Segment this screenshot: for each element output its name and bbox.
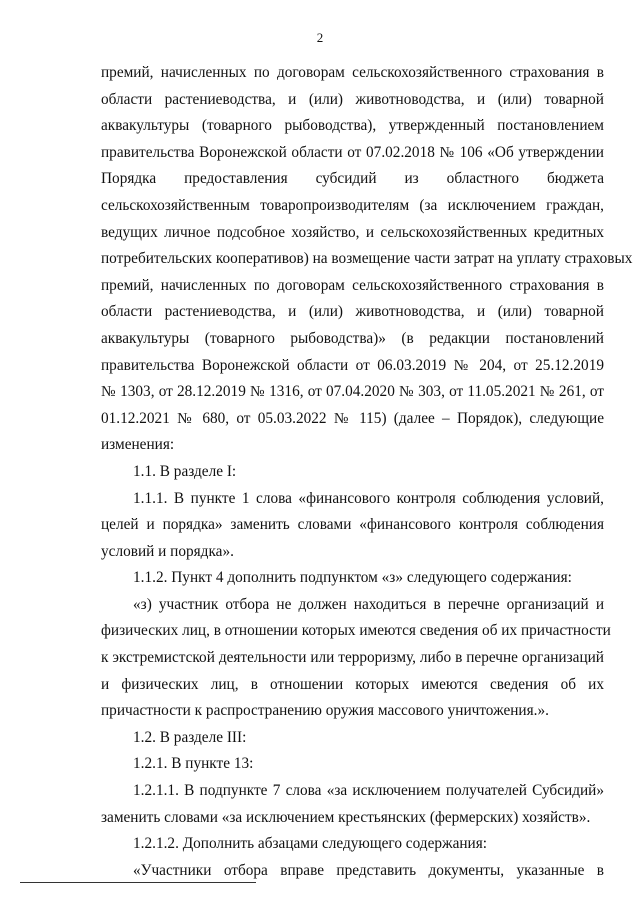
text-line: условий и порядка».	[101, 542, 234, 560]
text-line: аквакультуры (товарного рыбоводства), утвержденный постановлением	[101, 117, 604, 135]
text-line: области растениеводства, и (или) животноводства, и (или) товарной	[101, 303, 604, 321]
text-line: 1.2.1.1. В подпункте 7 слова «за исключением получателей Субсидий»	[133, 782, 604, 800]
section-heading: 1.1. В разделе I:	[133, 462, 237, 480]
text-line: области растениеводства, и (или) животноводства, и (или) товарной	[101, 90, 604, 108]
text-line: «з) участник отбора не должен находиться в перечне организаций и	[133, 595, 604, 613]
text-line: № 1303, от 28.12.2019 № 1316, от 07.04.2020 № 303, от 11.05.2021 № 261, от	[101, 383, 604, 401]
text-line: правительства Воронежской области от 06.03.2019 № 204, от 25.12.2019	[101, 356, 604, 374]
text-line: ведущих личное подсобное хозяйство, и сельскохозяйственных кредитных	[101, 223, 604, 241]
text-line: заменить словами «за исключением крестьянских (фермерских) хозяйств».	[101, 808, 591, 826]
text-line: 01.12.2021 № 680, от 05.03.2022 № 115) (далее – Порядок), следующие	[101, 409, 604, 427]
text-line: причастности к распространению оружия массового уничтожения.».	[101, 702, 549, 720]
text-line: потребительских кооперативов) на возмещение части затрат на уплату страховых	[101, 250, 633, 268]
text-line: изменения:	[101, 436, 175, 454]
footnote-divider	[20, 882, 256, 883]
text-line: аквакультуры (товарного рыбоводства)» (в редакции постановлений	[101, 329, 604, 347]
text-line: 1.1.1. В пункте 1 слова «финансового контроля соблюдения условий,	[133, 489, 604, 507]
text-line: к экстремистской деятельности или терроризму, либо в перечне организаций	[101, 649, 604, 667]
document-body	[101, 60, 633, 884]
page-number: 2	[316, 30, 324, 45]
text-line: 1.2.1. В пункте 13:	[133, 755, 254, 773]
text-line: «Участники отбора вправе представить документы, указанные в	[133, 861, 604, 879]
text-line: премий, начисленных по договорам сельскохозяйственного страхования в	[101, 276, 604, 294]
text-line: целей и порядка» заменить словами «финансового контроля соблюдения	[101, 516, 604, 534]
text-line: и физических лиц, в отношении которых имеются сведения об их	[101, 675, 604, 693]
text-line: правительства Воронежской области от 07.02.2018 № 106 «Об утверждении	[101, 143, 604, 161]
text-line: 1.1.2. Пункт 4 дополнить подпунктом «з» следующего содержания:	[133, 569, 572, 587]
text-line: сельскохозяйственным товаропроизводителям (за исключением граждан,	[101, 196, 604, 214]
text-line: 1.2.1.2. Дополнить абзацами следующего содержания:	[133, 835, 488, 853]
section-heading: 1.2. В разделе III:	[133, 728, 247, 746]
text-line: Порядка предоставления субсидий из областного бюджета	[101, 170, 604, 188]
text-line: физических лиц, в отношении которых имеются сведения об их причастности	[101, 622, 611, 640]
text-line: премий, начисленных по договорам сельскохозяйственного страхования в	[101, 64, 604, 81]
